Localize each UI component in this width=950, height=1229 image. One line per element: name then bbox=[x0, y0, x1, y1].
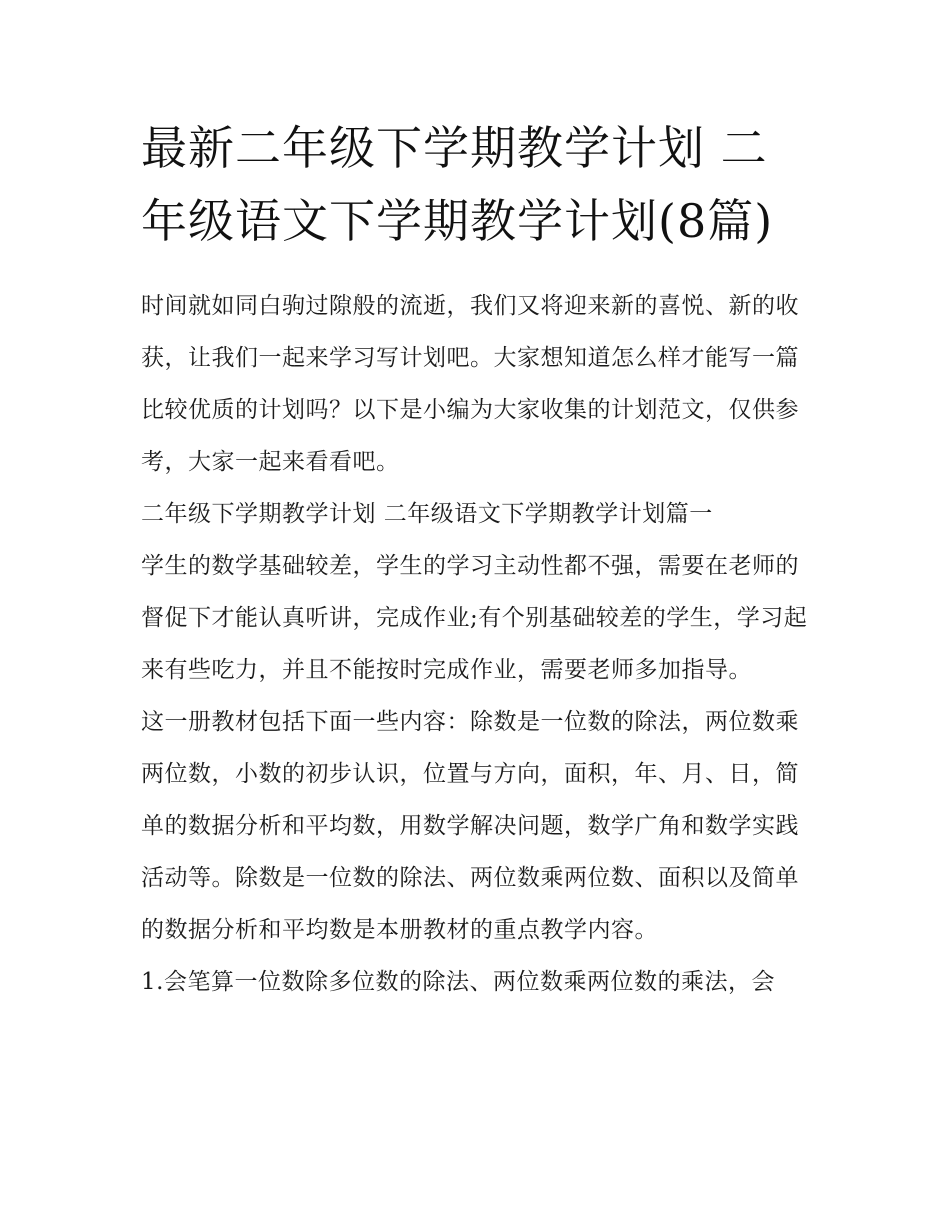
document-body bbox=[141, 280, 813, 1008]
document-page bbox=[141, 112, 813, 1008]
goal-item-1: 1.会笔算一位数除多位数的除法、两位数乘两位数的乘法，会 bbox=[141, 969, 775, 995]
textbook-content-paragraph: 这一册教材包括下面一些内容：除数是一位数的除法，两位数乘两位数，小数的初步认识，位置与方向，面积，年、月、日，简单的数据分析和平均数，用数学解决问题，数学广角和数学实践活动等。除数是一位数的除法、两位数乘两位数、面积以及简单的数据分析和平均数是本册教材的重点教学内容。 bbox=[141, 709, 799, 943]
section-heading: 二年级下学期教学计划 二年级语文下学期教学计划篇一 bbox=[141, 501, 713, 527]
student-analysis-paragraph: 学生的数学基础较差，学生的学习主动性都不强，需要在老师的督促下才能认真听讲，完成作业;有个别基础较差的学生，学习起来有些吃力，并且不能按时完成作业，需要老师多加指导。 bbox=[141, 553, 808, 683]
document-title: 最新二年级下学期教学计划 二年级语文下学期教学计划(8篇) bbox=[141, 121, 774, 248]
intro-paragraph: 时间就如同白驹过隙般的流逝，我们又将迎来新的喜悦、新的收获，让我们一起来学习写计划吧。大家想知道怎么样才能写一篇比较优质的计划吗？以下是小编为大家收集的计划范文，仅供参考，大家一起来看看吧。 bbox=[141, 293, 799, 475]
